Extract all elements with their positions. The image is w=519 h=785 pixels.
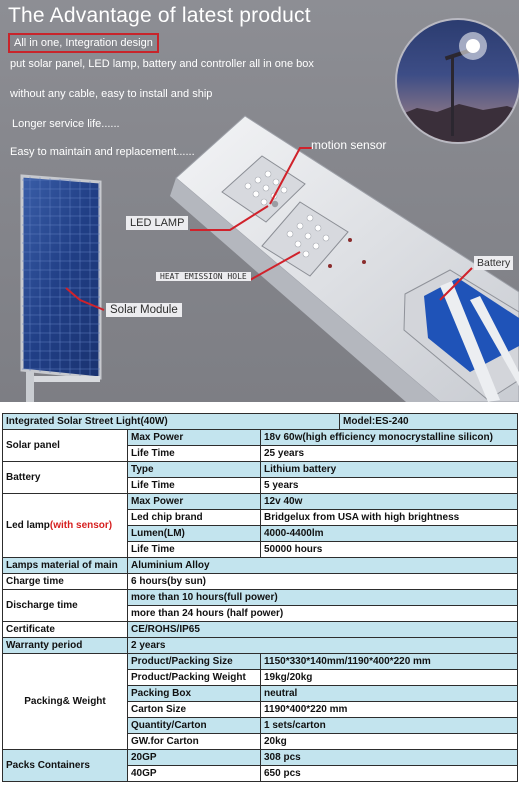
spec-key: Product/Packing Weight (128, 670, 261, 686)
spec-key: Quantity/Carton (128, 718, 261, 734)
led-lamp-label (3, 494, 128, 558)
table-row (3, 654, 518, 670)
table-row (3, 558, 518, 574)
warranty-value: 2 years (128, 638, 518, 654)
spec-key: Product/Packing Size (128, 654, 261, 670)
spec-value: 50000 hours (261, 542, 518, 558)
table-row (3, 430, 518, 446)
discharge-half-value: more than 24 hours (half power) (128, 606, 518, 622)
spec-key: 40GP (128, 766, 261, 782)
feature-maintenance: Easy to maintain and replacement...... (10, 146, 195, 158)
spec-value: neutral (261, 686, 518, 702)
spec-key: Packing Box (128, 686, 261, 702)
with-sensor-highlight: (with sensor) (49, 519, 113, 531)
spec-key: 20GP (128, 750, 261, 766)
spec-value: 19kg/20kg (261, 670, 518, 686)
table-row (3, 590, 518, 606)
spec-value: 5 years (261, 478, 518, 494)
packing-weight-label: Packing& Weight (3, 654, 128, 750)
spec-key: GW.for Carton (128, 734, 261, 750)
spec-key: Led chip brand (128, 510, 261, 526)
charge-time-value: 6 hours(by sun) (128, 574, 518, 590)
table-row (3, 574, 518, 590)
spec-value: Lithium battery (261, 462, 518, 478)
feature-integrated-components: put solar panel, LED lamp, battery and controller all in one box (10, 58, 314, 70)
spec-table (2, 413, 518, 782)
spec-value: 12v 40w (261, 494, 518, 510)
table-row (3, 414, 518, 430)
table-row (3, 638, 518, 654)
spec-value: 1150*330*140mm/1190*400*220 mm (261, 654, 518, 670)
headline: The Advantage of latest product (8, 4, 311, 27)
spec-key: Type (128, 462, 261, 478)
model-number: Model:ES-240 (340, 414, 518, 430)
callout-battery: Battery (474, 256, 513, 270)
led-lamp-text: Led lamp (6, 519, 50, 531)
spec-key: Life Time (128, 446, 261, 462)
spec-value: 1190*400*220 mm (261, 702, 518, 718)
solar-module (22, 176, 100, 402)
warranty-label: Warranty period (3, 638, 128, 654)
spec-key: Max Power (128, 430, 261, 446)
feature-no-cable: without any cable, easy to install and ship (10, 88, 213, 100)
discharge-time-label: Discharge time (3, 590, 128, 622)
callout-solar-module: Solar Module (106, 303, 182, 317)
spec-value: 308 pcs (261, 750, 518, 766)
solar-panel-label: Solar panel (3, 430, 128, 462)
feature-service-life: Longer service life...... (12, 118, 120, 130)
material-value: Aluminium Alloy (128, 558, 518, 574)
spec-value: 650 pcs (261, 766, 518, 782)
night-street-light-photo (395, 18, 519, 144)
spec-value: 20kg (261, 734, 518, 750)
lamp-housing (170, 116, 519, 402)
spec-key: Lumen(LM) (128, 526, 261, 542)
product-name: Integrated Solar Street Light(40W) (3, 414, 340, 430)
spec-value: Bridgelux from USA with high brightness (261, 510, 518, 526)
table-row (3, 494, 518, 510)
spec-key: Life Time (128, 542, 261, 558)
spec-key: Life Time (128, 478, 261, 494)
callout-led-lamp: LED LAMP (126, 216, 188, 230)
charge-time-label: Charge time (3, 574, 128, 590)
table-row (3, 622, 518, 638)
table-row (3, 750, 518, 766)
callout-heat-emission-hole: HEAT EMISSION HOLE (156, 272, 251, 281)
feature-all-in-one: All in one, Integration design (8, 33, 159, 53)
callout-motion-sensor: motion sensor (311, 138, 387, 152)
spec-value: 4000-4400lm (261, 526, 518, 542)
table-row (3, 462, 518, 478)
battery-label: Battery (3, 462, 128, 494)
certificate-label: Certificate (3, 622, 128, 638)
spec-value: 25 years (261, 446, 518, 462)
material-label: Lamps material of main (3, 558, 128, 574)
spec-value: 18v 60w(high efficiency monocrystalline silicon) (261, 430, 518, 446)
packs-containers-label: Packs Containers (3, 750, 128, 782)
spec-key: Carton Size (128, 702, 261, 718)
spec-key: Max Power (128, 494, 261, 510)
certificate-value: CE/ROHS/IP65 (128, 622, 518, 638)
spec-value: 1 sets/carton (261, 718, 518, 734)
discharge-full-value: more than 10 hours(full power) (128, 590, 518, 606)
